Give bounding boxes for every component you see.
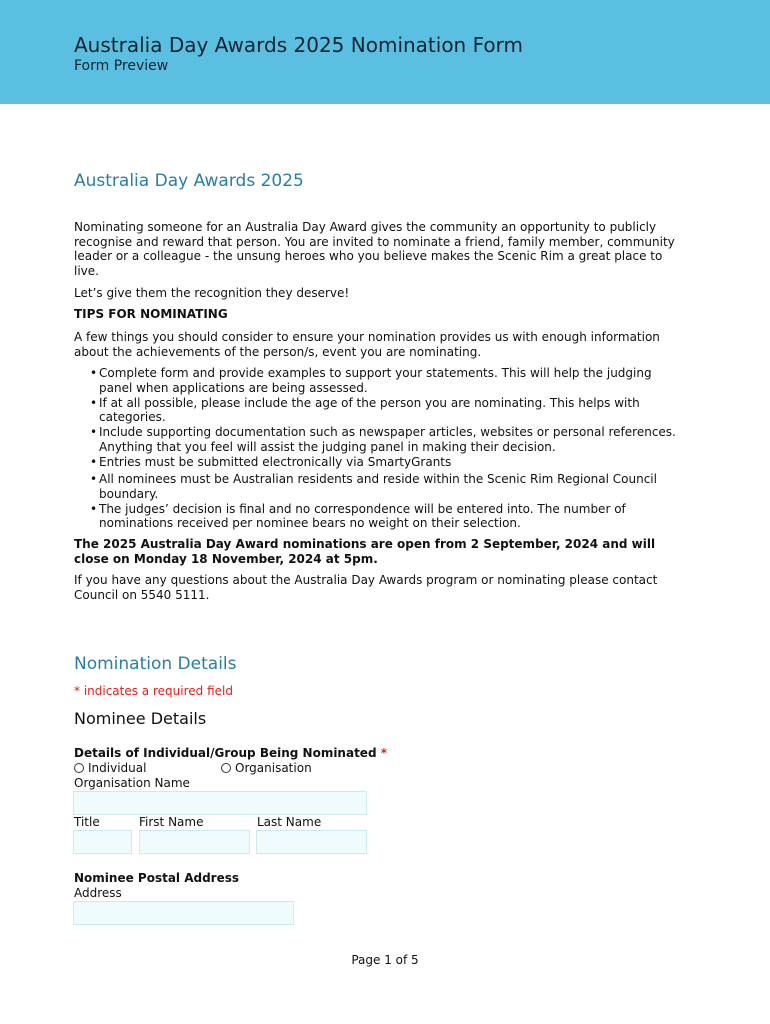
tip-item: • Complete form and provide examples to support your statements. This will help the judging panel when applications are being assessed. (90, 366, 652, 395)
form-title: Australia Day Awards 2025 Nomination Form (74, 33, 523, 57)
title-input[interactable] (73, 830, 132, 854)
address-input[interactable] (73, 901, 294, 925)
nominee-type-label: Details of Individual/Group Being Nominated * (74, 746, 388, 760)
last-name-input[interactable] (256, 830, 367, 854)
bullet-icon: • (90, 472, 98, 487)
tips-list (90, 366, 680, 532)
bullet-icon: • (90, 425, 98, 440)
tip-item: • Entries must be submitted electronically via SmartyGrants (90, 455, 452, 470)
bullet-icon: • (90, 366, 98, 380)
address-label: Address (74, 886, 122, 900)
nominee-heading: Nominee Details (74, 709, 207, 728)
tips-intro: A few things you should consider to ensure your nomination provides us with enough information about the achievements of the person/s, event you are nominating. (74, 330, 660, 359)
postal-address-heading: Nominee Postal Address (74, 871, 240, 885)
org-name-label: Organisation Name (74, 776, 190, 790)
intro-paragraph: Nominating someone for an Australia Day Award gives the community an opportunity to publicly recognise and reward that person. You are invited to nominate a friend, family member, community leader or a colleague - the unsung heroes who you believe makes the Scenic Rim a great place to live. (74, 220, 675, 278)
form-subtitle: Form Preview (74, 58, 169, 74)
first-name-input[interactable] (139, 830, 250, 854)
radio-circle-icon[interactable] (74, 763, 84, 773)
form-header (0, 0, 770, 104)
recognition-line: Let’s give them the recognition they deserve! (74, 286, 350, 300)
contact-info: If you have any questions about the Australia Day Awards program or nominating please contact Council on 5540 5111. (74, 573, 658, 602)
radio-individual[interactable]: Individual (74, 761, 146, 775)
title-label: Title (74, 815, 100, 829)
required-star: * (380, 746, 388, 760)
page-indicator: Page 1 of 5 (351, 953, 419, 967)
tip-item: • Include supporting documentation such as newspaper articles, websites or personal references. Anything that you feel will assist the judging panel in making their decision. (90, 425, 676, 454)
required-note: * indicates a required field (74, 684, 233, 698)
radio-organisation[interactable]: Organisation (221, 761, 312, 775)
tip-item: • The judges’ decision is final and no correspondence will be entered into. The number of nominations received per nominee bears no weight on their selection. (90, 501, 626, 531)
bullet-icon: • (90, 501, 98, 516)
bullet-icon: • (90, 395, 98, 410)
org-name-input[interactable] (73, 791, 367, 815)
dates-notice: The 2025 Australia Day Award nominations are open from 2 September, 2024 and will close on Monday 18 November, 2024 at 5pm. (74, 537, 656, 566)
tip-item: • If at all possible, please include the age of the person you are nominating. This helps with categories. (90, 395, 640, 425)
tip-item: • All nominees must be Australian residents and reside within the Scenic Rim Regional Council boundary. (90, 472, 657, 501)
radio-circle-icon[interactable] (221, 763, 231, 773)
tips-heading: TIPS FOR NOMINATING (74, 307, 228, 321)
last-name-label: Last Name (257, 815, 322, 829)
intro-heading: Australia Day Awards 2025 (74, 171, 304, 191)
nomination-heading: Nomination Details (74, 654, 237, 674)
first-name-label: First Name (139, 815, 204, 829)
bullet-icon: • (90, 455, 98, 470)
